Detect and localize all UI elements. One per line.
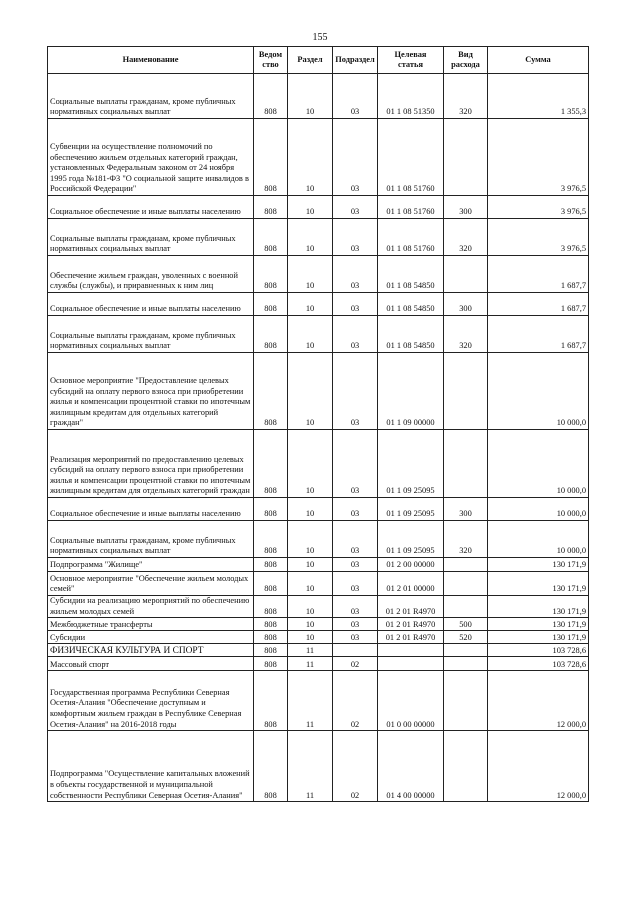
cell-name: Социальные выплаты гражданам, кроме публичных нормативных социальных выплат: [48, 521, 254, 558]
cell-expense: 320: [444, 219, 488, 256]
cell-sum: 1 687,7: [488, 256, 589, 293]
cell-target: 01 1 08 54850: [378, 293, 444, 316]
cell-target: 01 1 08 54850: [378, 316, 444, 353]
cell-subsection: 03: [333, 618, 378, 631]
cell-target: 01 2 00 00000: [378, 558, 444, 572]
cell-ministry: 808: [254, 74, 288, 119]
cell-ministry: 808: [254, 618, 288, 631]
cell-name: Межбюджетные трансферты: [48, 618, 254, 631]
cell-sum: 1 355,3: [488, 74, 589, 119]
cell-section: 10: [288, 316, 333, 353]
cell-name: Социальные выплаты гражданам, кроме публичных нормативных социальных выплат: [48, 219, 254, 256]
cell-name: Субсидии на реализацию мероприятий по обеспечению жильем молодых семей: [48, 596, 254, 618]
cell-sum: 10 000,0: [488, 521, 589, 558]
cell-subsection: 03: [333, 572, 378, 596]
cell-section: 10: [288, 219, 333, 256]
cell-sum: 3 976,5: [488, 119, 589, 196]
cell-expense: [444, 596, 488, 618]
cell-target: 01 1 08 51350: [378, 74, 444, 119]
cell-section: 10: [288, 256, 333, 293]
cell-expense: 300: [444, 498, 488, 521]
cell-sum: 1 687,7: [488, 316, 589, 353]
cell-section: 10: [288, 558, 333, 572]
cell-expense: [444, 657, 488, 671]
cell-sum: 12 000,0: [488, 731, 589, 802]
cell-name: Социальное обеспечение и иные выплаты населению: [48, 293, 254, 316]
cell-subsection: 02: [333, 731, 378, 802]
cell-section: 10: [288, 572, 333, 596]
cell-ministry: 808: [254, 196, 288, 219]
cell-ministry: 808: [254, 521, 288, 558]
cell-sum: 130 171,9: [488, 596, 589, 618]
cell-sum: 130 171,9: [488, 558, 589, 572]
cell-section: 10: [288, 596, 333, 618]
table-header-row: [48, 47, 589, 74]
cell-section: 11: [288, 671, 333, 731]
cell-subsection: 03: [333, 498, 378, 521]
header-section: Раздел: [288, 47, 333, 74]
cell-ministry: 808: [254, 558, 288, 572]
table-row: [48, 74, 589, 119]
cell-ministry: 808: [254, 644, 288, 657]
cell-sum: 10 000,0: [488, 430, 589, 498]
cell-expense: 300: [444, 196, 488, 219]
cell-section: 11: [288, 644, 333, 657]
cell-expense: [444, 256, 488, 293]
cell-name: Реализация мероприятий по предоставлению целевых субсидий на оплату первого взноса при приобретении жилья и компенсации процентной ставки по ипотечным жилищным кредитам для отдельных категорий граждан: [48, 430, 254, 498]
cell-subsection: 03: [333, 316, 378, 353]
cell-subsection: 03: [333, 596, 378, 618]
cell-name: Социальное обеспечение и иные выплаты населению: [48, 196, 254, 219]
cell-ministry: 808: [254, 731, 288, 802]
cell-section: 10: [288, 119, 333, 196]
cell-target: 01 2 01 R4970: [378, 596, 444, 618]
cell-expense: [444, 671, 488, 731]
cell-expense: 500: [444, 618, 488, 631]
cell-name: Основное мероприятие "Обеспечение жильем молодых семей": [48, 572, 254, 596]
cell-target: 01 1 09 00000: [378, 353, 444, 430]
header-ministry: Ведом ство: [254, 47, 288, 74]
cell-section: 10: [288, 430, 333, 498]
cell-sum: 130 171,9: [488, 618, 589, 631]
cell-subsection: 03: [333, 430, 378, 498]
table-row: [48, 256, 589, 293]
cell-ministry: 808: [254, 119, 288, 196]
cell-target: [378, 657, 444, 671]
cell-expense: [444, 119, 488, 196]
cell-target: 01 1 08 51760: [378, 196, 444, 219]
cell-sum: 103 728,6: [488, 657, 589, 671]
cell-sum: 3 976,5: [488, 219, 589, 256]
table-row: [48, 731, 589, 802]
page-number: 155: [312, 32, 328, 43]
cell-expense: 320: [444, 521, 488, 558]
cell-expense: 520: [444, 631, 488, 644]
table-row: [48, 498, 589, 521]
table-row: [48, 596, 589, 618]
cell-section: 11: [288, 731, 333, 802]
cell-section: 11: [288, 657, 333, 671]
cell-subsection: [333, 644, 378, 657]
cell-sum: 10 000,0: [488, 353, 589, 430]
cell-name: Социальное обеспечение и иные выплаты населению: [48, 498, 254, 521]
header-sum: Сумма: [488, 47, 589, 74]
cell-name: Государственная программа Республики Северная Осетия-Алания "Обеспечение доступным и комфортным жильем граждан в Республике Северная Осетия-Алания" на 2016-2018 годы: [48, 671, 254, 731]
cell-expense: 320: [444, 74, 488, 119]
cell-target: 01 2 01 00000: [378, 572, 444, 596]
table-row: [48, 196, 589, 219]
table-row: [48, 644, 589, 657]
cell-name: ФИЗИЧЕСКАЯ КУЛЬТУРА И СПОРТ: [48, 644, 254, 657]
cell-expense: [444, 430, 488, 498]
cell-expense: [444, 353, 488, 430]
budget-table: [47, 46, 589, 802]
cell-section: 10: [288, 618, 333, 631]
cell-subsection: 03: [333, 521, 378, 558]
cell-subsection: 03: [333, 353, 378, 430]
cell-target: 01 1 08 51760: [378, 219, 444, 256]
cell-subsection: 03: [333, 196, 378, 219]
cell-sum: 12 000,0: [488, 671, 589, 731]
cell-section: 10: [288, 631, 333, 644]
cell-ministry: 808: [254, 596, 288, 618]
cell-name: Социальные выплаты гражданам, кроме публичных нормативных социальных выплат: [48, 74, 254, 119]
cell-expense: 320: [444, 316, 488, 353]
header-target: Целевая статья: [378, 47, 444, 74]
table-row: [48, 219, 589, 256]
cell-expense: [444, 644, 488, 657]
cell-expense: [444, 558, 488, 572]
cell-target: 01 1 09 25095: [378, 430, 444, 498]
cell-target: 01 1 09 25095: [378, 498, 444, 521]
cell-expense: [444, 731, 488, 802]
cell-subsection: 03: [333, 219, 378, 256]
header-name: Наименование: [48, 47, 254, 74]
cell-name: Основное мероприятие "Предоставление целевых субсидий на оплату первого взноса при приобретении жилья и компенсации процентной ставки по ипотечным жилищным кредитам для отдельных категорий граждан": [48, 353, 254, 430]
table-row: [48, 293, 589, 316]
table-row: [48, 558, 589, 572]
cell-section: 10: [288, 521, 333, 558]
cell-target: 01 2 01 R4970: [378, 631, 444, 644]
cell-ministry: 808: [254, 256, 288, 293]
cell-name: Подпрограмма "Жилище": [48, 558, 254, 572]
table-row: [48, 671, 589, 731]
header-subsection: Подраздел: [333, 47, 378, 74]
table-row: [48, 119, 589, 196]
cell-name: Обеспечение жильем граждан, уволенных с военной службы (службы), и приравненных к ним лиц: [48, 256, 254, 293]
cell-subsection: 03: [333, 74, 378, 119]
cell-sum: 3 976,5: [488, 196, 589, 219]
cell-subsection: 03: [333, 119, 378, 196]
table-row: [48, 521, 589, 558]
cell-target: 01 0 00 00000: [378, 671, 444, 731]
cell-name: Социальные выплаты гражданам, кроме публичных нормативных социальных выплат: [48, 316, 254, 353]
cell-ministry: 808: [254, 316, 288, 353]
cell-target: 01 1 09 25095: [378, 521, 444, 558]
cell-target: 01 1 08 51760: [378, 119, 444, 196]
cell-name: Подпрограмма "Осуществление капитальных вложений в объекты государственной и муниципальной собственности Республики Северная Осетия-Алания": [48, 731, 254, 802]
cell-section: 10: [288, 353, 333, 430]
cell-target: 01 4 00 00000: [378, 731, 444, 802]
table-row: [48, 430, 589, 498]
cell-name: Субвенции на осуществление полномочий по обеспечению жильем отдельных категорий граждан, установленных Федеральным законом от 24 ноября 1995 года №181-ФЗ "О социальной защите инвалидов в Российской Федерации": [48, 119, 254, 196]
cell-ministry: 808: [254, 430, 288, 498]
cell-target: 01 1 08 54850: [378, 256, 444, 293]
table-body: [48, 74, 589, 802]
cell-sum: 130 171,9: [488, 631, 589, 644]
cell-expense: [444, 572, 488, 596]
cell-subsection: 02: [333, 657, 378, 671]
cell-ministry: 808: [254, 353, 288, 430]
cell-subsection: 02: [333, 671, 378, 731]
table-row: [48, 316, 589, 353]
cell-section: 10: [288, 293, 333, 316]
table-row: [48, 657, 589, 671]
cell-sum: 10 000,0: [488, 498, 589, 521]
cell-ministry: 808: [254, 498, 288, 521]
cell-section: 10: [288, 196, 333, 219]
cell-expense: 300: [444, 293, 488, 316]
cell-name: Субсидии: [48, 631, 254, 644]
table-row: [48, 631, 589, 644]
table-row: [48, 353, 589, 430]
cell-subsection: 03: [333, 293, 378, 316]
cell-sum: 103 728,6: [488, 644, 589, 657]
cell-ministry: 808: [254, 572, 288, 596]
header-expense: Вид расхода: [444, 47, 488, 74]
cell-subsection: 03: [333, 558, 378, 572]
cell-target: [378, 644, 444, 657]
table-row: [48, 618, 589, 631]
cell-name: Массовый спорт: [48, 657, 254, 671]
cell-subsection: 03: [333, 631, 378, 644]
cell-sum: 130 171,9: [488, 572, 589, 596]
cell-ministry: 808: [254, 671, 288, 731]
cell-ministry: 808: [254, 657, 288, 671]
cell-section: 10: [288, 498, 333, 521]
table-row: [48, 572, 589, 596]
cell-subsection: 03: [333, 256, 378, 293]
cell-target: 01 2 01 R4970: [378, 618, 444, 631]
cell-ministry: 808: [254, 219, 288, 256]
cell-section: 10: [288, 74, 333, 119]
cell-sum: 1 687,7: [488, 293, 589, 316]
cell-ministry: 808: [254, 631, 288, 644]
cell-ministry: 808: [254, 293, 288, 316]
